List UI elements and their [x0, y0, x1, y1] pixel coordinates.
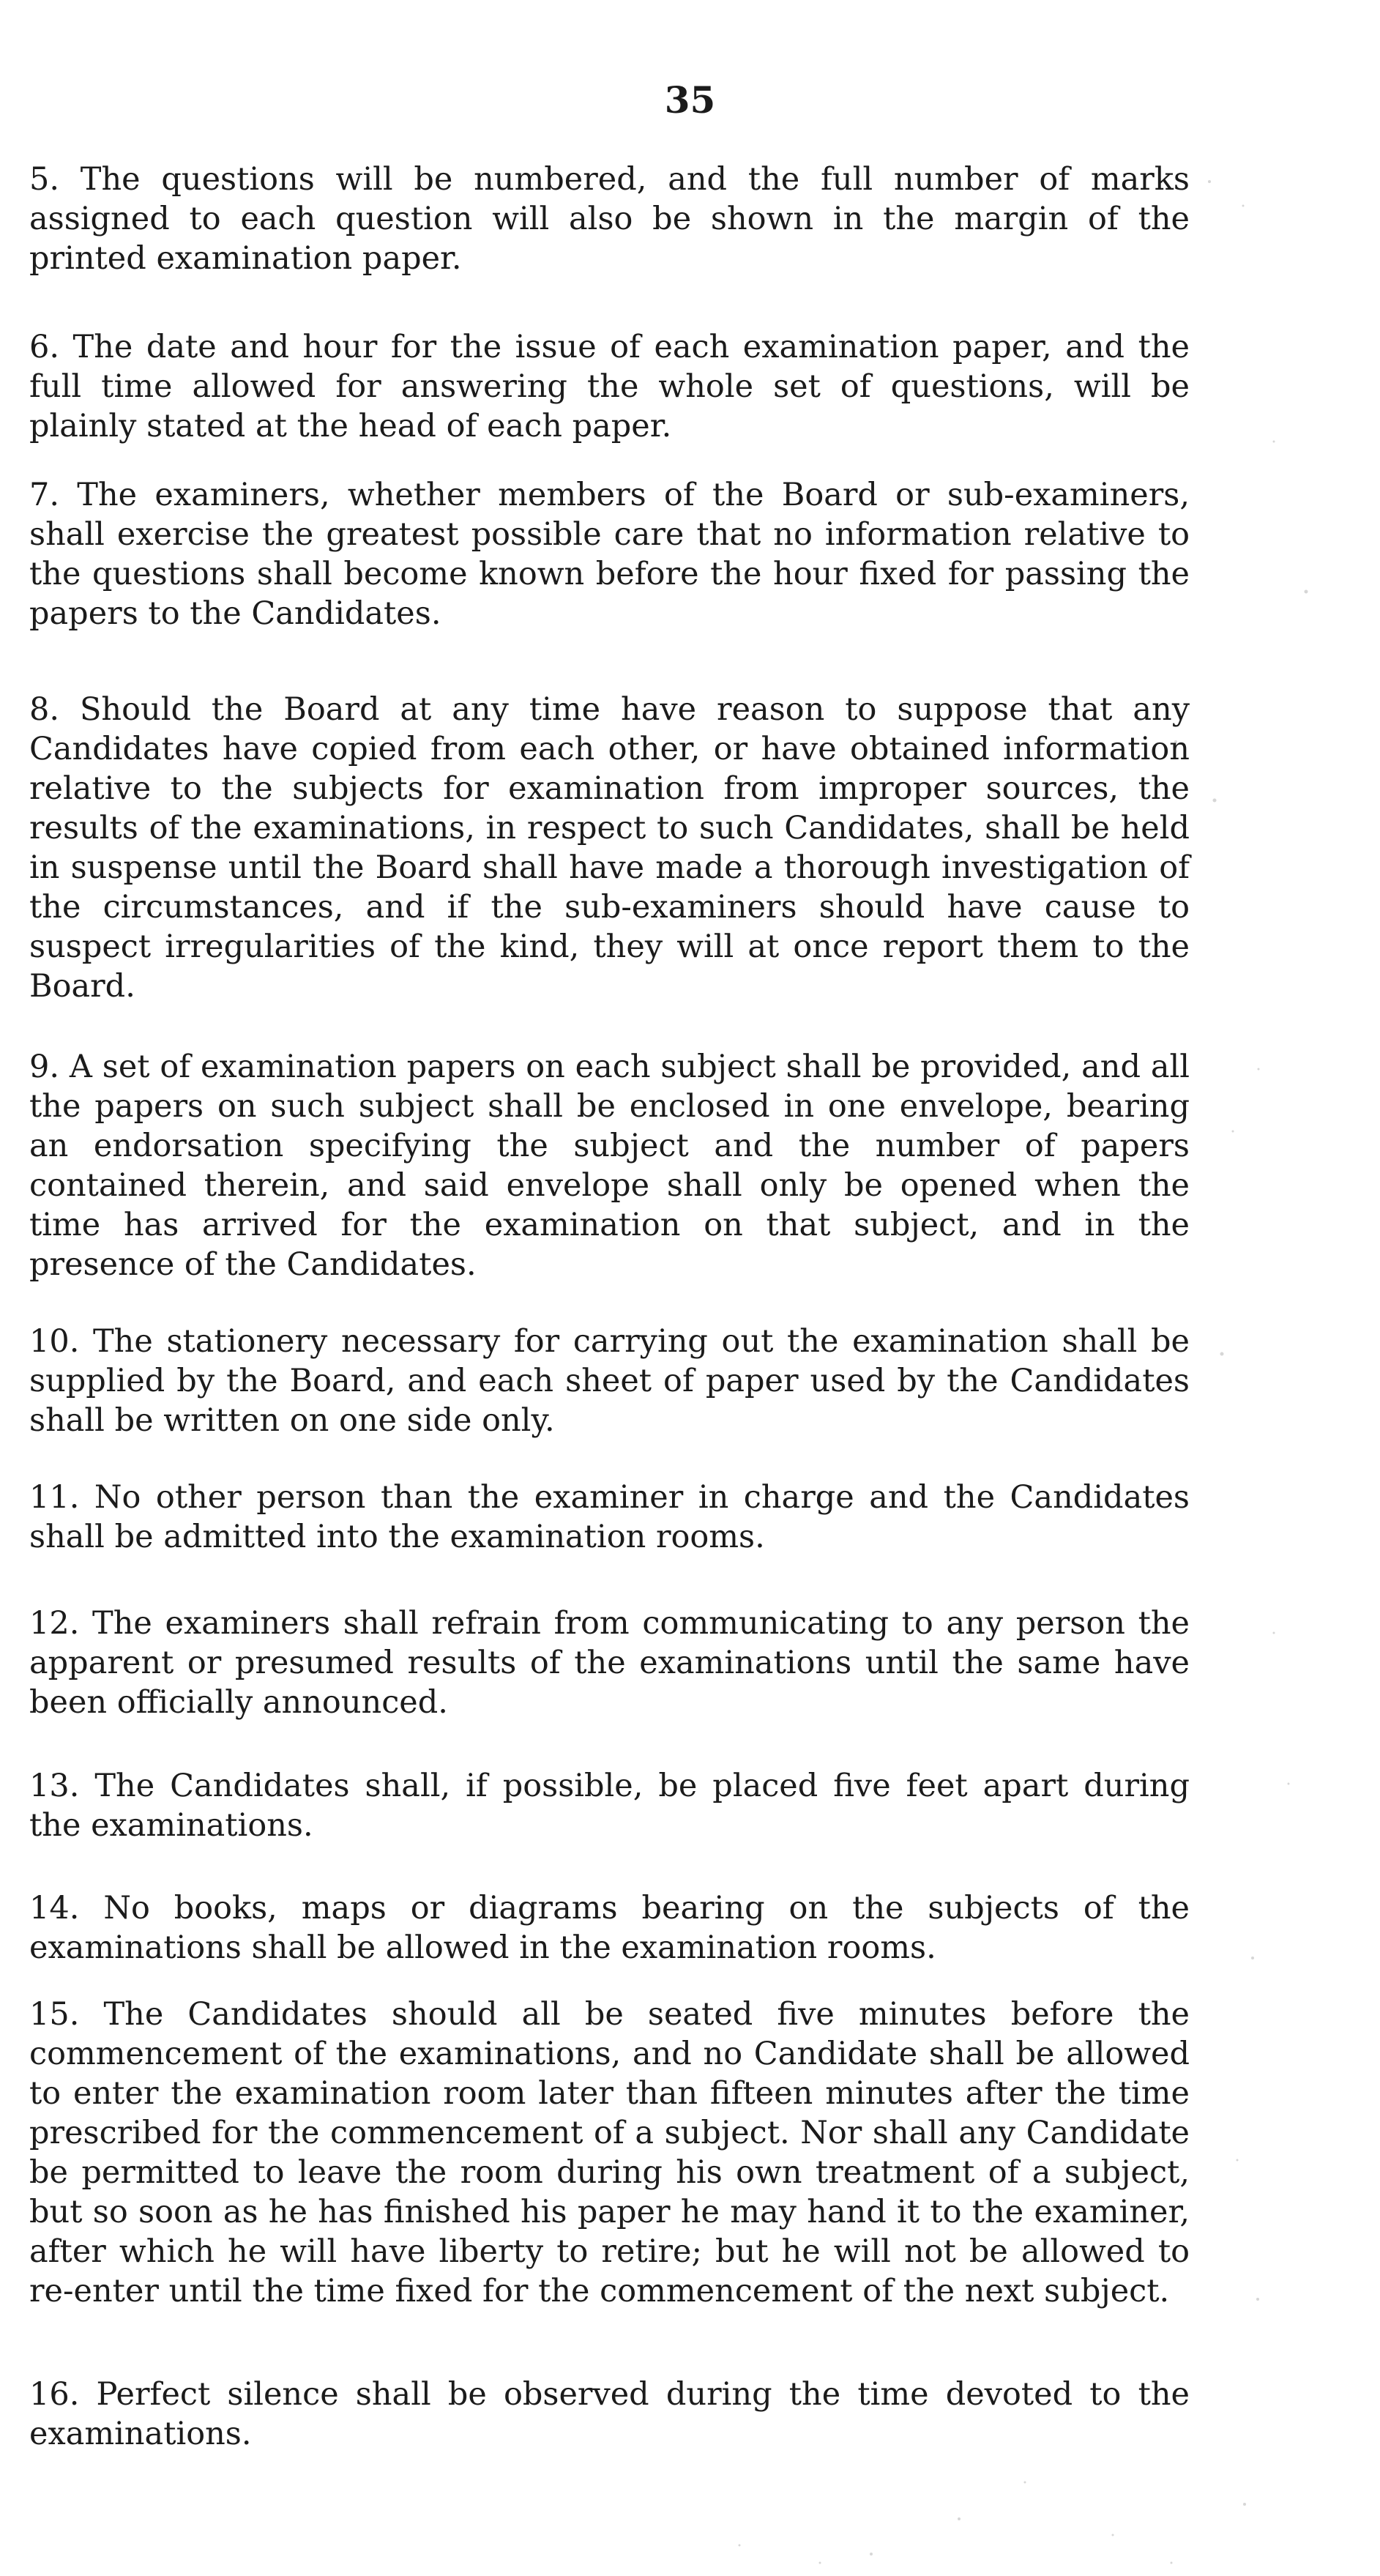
rule-paragraph-10: 10. The stationery necessary for carrying out the examination shall be supplied by the Board, and each sheet of paper used by the Candidates shall be written on one side only. — [29, 1323, 1190, 1439]
rule-paragraph-13: 13. The Candidates shall, if possible, be placed five feet apart during the examinations. — [29, 1768, 1190, 1844]
rule-paragraph-9: 9. A set of examination papers on each subject shall be provided, and all the papers on such subject shall be enclosed in one envelope, bearing an endorsation specifying the subject and the number of papers contained therein, and said envelope shall only be opened when the time has arrived for the examination on that subject, and in the presence of the Candidates. — [29, 1049, 1190, 1283]
rule-paragraph-14: 14. No books, maps or diagrams bearing on the subjects of the examinations shall be allowed in the examination rooms. — [29, 1890, 1190, 1966]
rule-paragraph-5: 5. The questions will be numbered, and the full number of marks assigned to each question will also be shown in the margin of the printed examination paper. — [29, 161, 1190, 277]
rule-paragraph-6: 6. The date and hour for the issue of each examination paper, and the full time allowed for answering the whole set of questions, will be plainly stated at the head of each paper. — [29, 329, 1190, 444]
rule-paragraph-16: 16. Perfect silence shall be observed during the time devoted to the examinations. — [29, 2376, 1190, 2452]
rule-paragraph-8: 8. Should the Board at any time have reason to suppose that any Candidates have copied from each other, or have obtained information relative to the subjects for examination from improper sources, the results of the examinations, in respect to such Candidates, shall be held in suspense until the Board shall have made a thorough investigation of the circumstances, and if the sub-examiners should have cause to suspect irregularities of the kind, they will at once report them to the Board. — [29, 691, 1190, 1005]
rule-paragraph-11: 11. No other person than the examiner in charge and the Candidates shall be admitted into the examination rooms. — [29, 1479, 1190, 1555]
rule-paragraph-15: 15. The Candidates should all be seated five minutes before the commencement of the examinations, and no Candidate shall be allowed to enter the examination room later than fifteen minutes after the time prescribed for the commencement of a subject. Nor shall any Candidate be permitted to leave the room during his own treatment of a subject, but so soon as he has finished his paper he may hand it to the examiner, after which he will have liberty to retire; but he will not be allowed to re-enter until the time fixed for the commencement of the next subject. — [29, 1996, 1190, 2309]
rule-paragraph-7: 7. The examiners, whether members of the Board or sub-examiners, shall exercise the greatest possible care that no information relative to the questions shall become known before the hour fixed for passing the papers to the Candidates. — [29, 477, 1190, 632]
page-number: 35 — [664, 78, 716, 122]
rule-paragraph-12: 12. The examiners shall refrain from communicating to any person the apparent or presumed results of the examinations until the same have been officially announced. — [29, 1605, 1190, 1721]
